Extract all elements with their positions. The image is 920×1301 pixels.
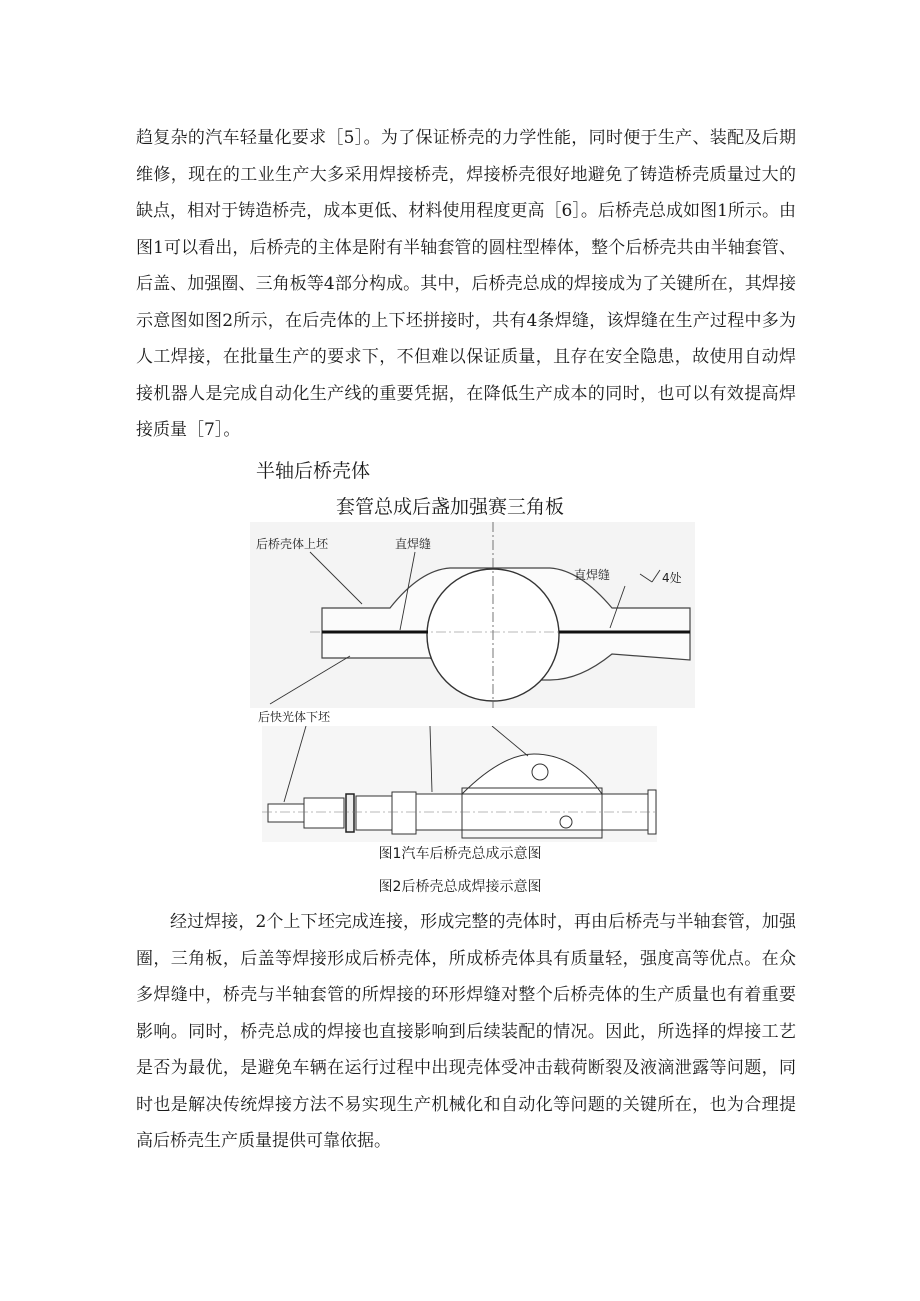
figure-1-caption: 图1汽车后桥壳总成示意图: [378, 846, 542, 862]
axle-assembly-diagram: [262, 726, 657, 842]
body-paragraph-1: 趋复杂的汽车轻量化要求［5］。为了保证桥壳的力学性能，同时便于生产、装配及后期维修，现在的工业生产大多采用焊接桥壳，焊接桥壳很好地避免了铸造桥壳质量过大的缺点，相对于铸造桥壳，成本更低、材料使用程度更高［6］。后桥壳总成如图1所示。由图1可以看出，后桥壳的主体是附有半轴套管的圆柱型棒体，整个后桥壳共由半轴套管、后盖、加强圈、三角板等4部分构成。其中，后桥壳总成的焊接成为了关键所在，其焊接示意图如图2所示，在后壳体的上下坯拼接时，共有4条焊缝，该焊缝在生产过程中多为人工焊接，在批量生产的要求下，不但难以保证质量，且存在安全隐患，故使用自动焊接机器人是完成自动化生产线的重要凭据，在降低生产成本的同时，也可以有效提高焊接质量［7］。: [136, 128, 796, 440]
label-upper-blank: 后桥壳体上坯: [256, 537, 329, 551]
label-straight-weld-left: 直焊缝: [395, 537, 432, 551]
drain-plug: [560, 816, 572, 828]
shaft-collar: [304, 798, 344, 828]
body-paragraph-2: 经过焊接，2个上下坯完成连接，形成完整的壳体时，再由后桥壳与半轴套管，加强圈，三角板，后盖等焊接形成后桥壳体，所成桥壳体具有质量轻，强度高等优点。在众多焊缝中，桥壳与半轴套管的所焊接的环形焊缝对整个后桥壳体的生产质量也有着重要影响。同时，桥壳总成的焊接也直接影响到后续装配的情况。因此，所选择的焊接工艺是否为最优，是避免车辆在运行过程中出现壳体受冲击载荷断裂及液滴泄露等问题，同时也是解决传统焊接方法不易实现生产机械化和自动化等问题的关键所在，也为合理提高后桥壳生产质量提供可靠依据。: [136, 912, 796, 1151]
figure-2-caption: 图2后桥壳总成焊接示意图: [378, 879, 542, 895]
figure-title-line2: 套管总成后盏加强赛三角板: [336, 496, 565, 518]
label-straight-weld-right: 直焊缝: [574, 568, 611, 582]
tube-joint-left: [392, 792, 416, 834]
filler-plug: [532, 764, 548, 780]
shaft-end: [268, 804, 304, 822]
bearing-section: [356, 796, 392, 830]
label-weld-count: 4处: [662, 571, 682, 585]
flange-ring: [346, 794, 354, 832]
label-lower-blank: 后快光体下坯: [258, 710, 331, 724]
weld-diagram: [250, 522, 695, 708]
figure-title-line1: 半轴后桥壳体: [256, 460, 371, 482]
